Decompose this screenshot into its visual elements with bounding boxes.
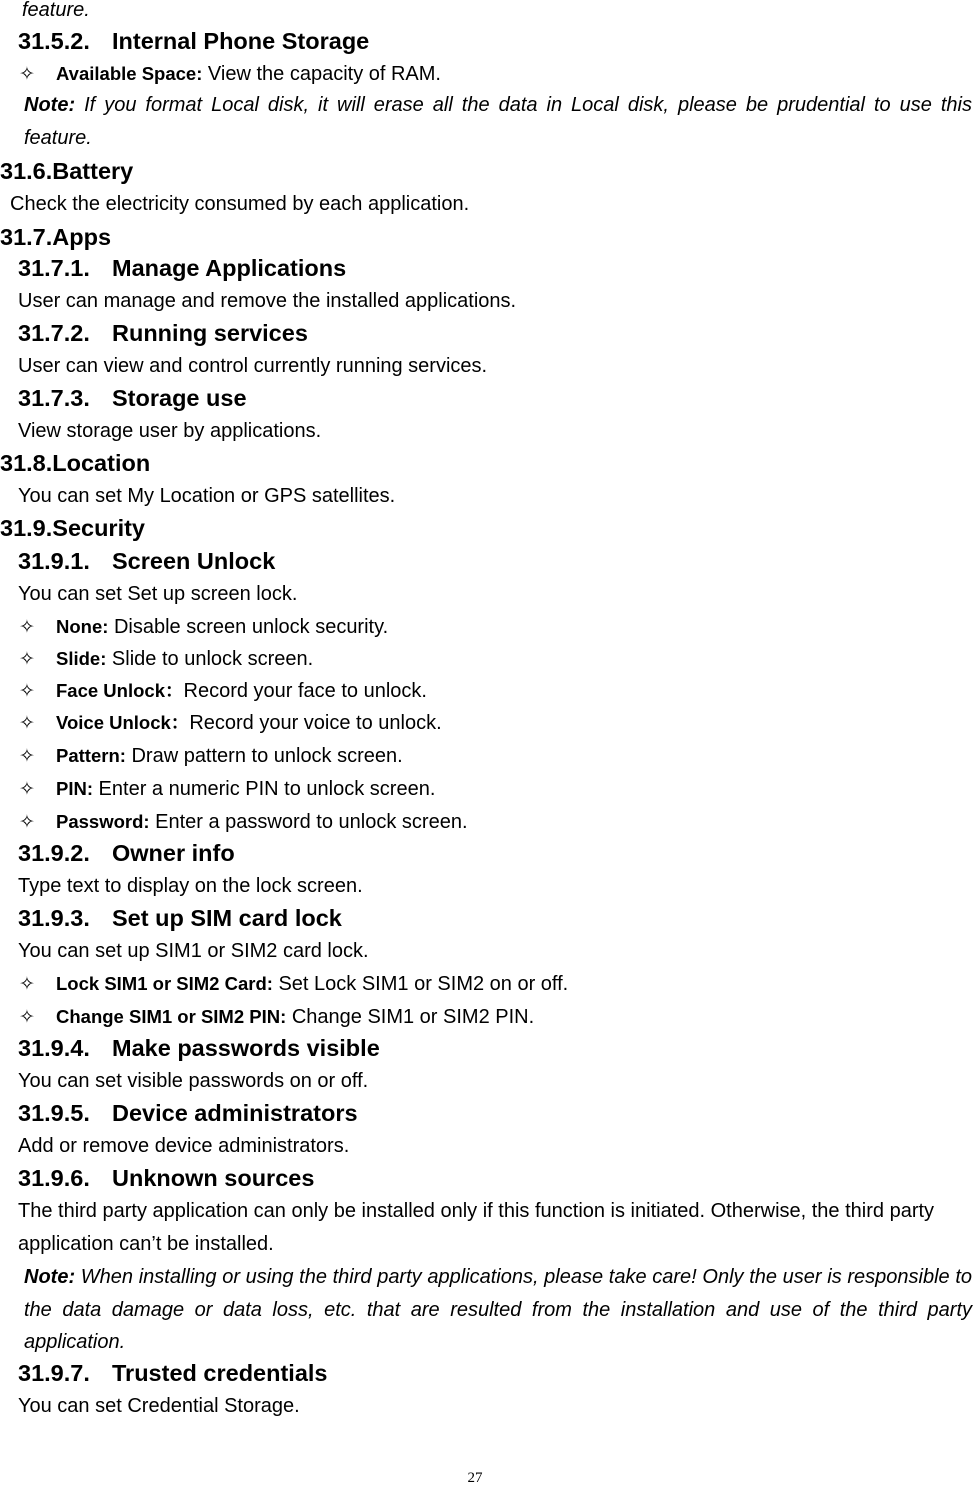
heading-number: 31.9.4.	[18, 1035, 90, 1061]
bullet-label: Available Space:	[56, 63, 203, 84]
heading-number: 31.9.2.	[18, 840, 90, 866]
heading-title: Set up SIM card lock	[112, 905, 342, 931]
location-text: You can set My Location or GPS satellites.	[18, 485, 396, 507]
note-text: If you format Local disk, it will erase all the data in Local disk, please be prudential to use this feature.	[24, 94, 972, 149]
heading-title: Manage Applications	[112, 255, 347, 281]
owner-info-text: Type text to display on the lock screen.	[18, 875, 363, 897]
bullet-pin	[18, 777, 435, 802]
heading-number: 31.9.5.	[18, 1100, 90, 1126]
diamond-bullet-icon: ✧	[19, 812, 35, 833]
passwords-visible-text: You can set visible passwords on or off.	[18, 1070, 369, 1092]
heading-31-5-2	[18, 29, 369, 53]
note-format-disk	[24, 89, 972, 154]
trusted-credentials-text: You can set Credential Storage.	[18, 1395, 300, 1417]
bullet-text: View the capacity of RAM.	[202, 63, 441, 85]
bullet-label: Change SIM1 or SIM2 PIN:	[56, 1006, 287, 1027]
note-third-party	[24, 1261, 972, 1359]
bullet-label: Password:	[56, 811, 150, 832]
heading-31-7-1	[18, 256, 346, 280]
heading-number: 31.5.2.	[18, 28, 90, 54]
bullet-none	[18, 615, 388, 640]
manage-applications-text: User can manage and remove the installed applications.	[18, 290, 517, 312]
bullet-label: PIN:	[56, 778, 93, 799]
heading-31-9-6	[18, 1166, 314, 1190]
diamond-bullet-icon: ✧	[19, 974, 35, 995]
bullet-text: Draw pattern to unlock screen.	[125, 745, 403, 767]
sim-lock-text: You can set up SIM1 or SIM2 card lock.	[18, 940, 369, 962]
storage-use-text: View storage user by applications.	[18, 420, 322, 442]
screen-unlock-text: You can set Set up screen lock.	[18, 583, 298, 605]
bullet-change-sim-pin	[18, 1005, 534, 1030]
heading-title: Make passwords visible	[112, 1035, 380, 1061]
bullet-label: Face Unlock：	[56, 680, 184, 701]
heading-title: Storage use	[112, 385, 247, 411]
heading-31-7: 31.7.Apps	[0, 224, 112, 250]
heading-31-9-5	[18, 1101, 358, 1125]
bullet-label: Slide:	[56, 648, 107, 669]
heading-number: 31.9.6.	[18, 1165, 90, 1191]
battery-text: Check the electricity consumed by each application.	[10, 193, 470, 215]
bullet-available-space	[18, 62, 441, 87]
heading-title: Internal Phone Storage	[112, 28, 370, 54]
bullet-label: Pattern:	[56, 745, 126, 766]
heading-31-8: 31.8.Location	[0, 450, 151, 476]
heading-number: 31.9.7.	[18, 1360, 90, 1386]
diamond-bullet-icon: ✧	[19, 64, 35, 85]
heading-31-9-2	[18, 841, 235, 865]
heading-number: 31.9.3.	[18, 905, 90, 931]
heading-title: Unknown sources	[112, 1165, 315, 1191]
unknown-sources-text: The third party application can only be installed only if this function is initiated. Otherwise, the third party application can’t be installed.	[18, 1200, 935, 1255]
diamond-bullet-icon: ✧	[19, 681, 35, 702]
bullet-text: Enter a password to unlock screen.	[149, 811, 468, 833]
bullet-text: Record your voice to unlock.	[189, 712, 442, 734]
heading-title: Trusted credentials	[112, 1360, 328, 1386]
heading-31-7-2	[18, 321, 308, 345]
bullet-label: None:	[56, 616, 109, 637]
heading-number: 31.9.1.	[18, 548, 90, 574]
heading-31-9-7	[18, 1361, 328, 1385]
running-services-text: User can view and control currently running services.	[18, 355, 488, 377]
heading-31-9: 31.9.Security	[0, 515, 146, 541]
bullet-label: Lock SIM1 or SIM2 Card:	[56, 973, 273, 994]
heading-title: Screen Unlock	[112, 548, 276, 574]
bullet-text: Change SIM1 or SIM2 PIN.	[286, 1006, 535, 1028]
diamond-bullet-icon: ✧	[19, 649, 35, 670]
page-number: 27	[467, 1470, 483, 1486]
diamond-bullet-icon: ✧	[19, 1007, 35, 1028]
heading-31-9-1	[18, 549, 275, 573]
bullet-lock-sim	[18, 972, 568, 997]
diamond-bullet-icon: ✧	[19, 713, 35, 734]
bullet-text: Set Lock SIM1 or SIM2 on or off.	[272, 973, 569, 995]
heading-31-7-3	[18, 386, 247, 410]
bullet-voice-unlock	[18, 711, 442, 736]
heading-title: Running services	[112, 320, 308, 346]
bullet-slide	[18, 647, 313, 672]
heading-title: Device administrators	[112, 1100, 358, 1126]
diamond-bullet-icon: ✧	[19, 779, 35, 800]
bullet-text: Enter a numeric PIN to unlock screen.	[93, 778, 436, 800]
diamond-bullet-icon: ✧	[19, 617, 35, 638]
top-fragment: feature.	[22, 0, 90, 21]
note-label: Note:	[24, 94, 76, 116]
bullet-pattern	[18, 744, 403, 769]
diamond-bullet-icon: ✧	[19, 746, 35, 767]
note-text: When installing or using the third party applications, please take care! Only the user is responsible to the data damage or data loss, etc. that are resulted from the installation and use of the third party application.	[24, 1266, 972, 1353]
note-label: Note:	[24, 1266, 76, 1288]
bullet-text: Slide to unlock screen.	[106, 648, 314, 670]
heading-number: 31.7.3.	[18, 385, 90, 411]
heading-title: Owner info	[112, 840, 235, 866]
bullet-face-unlock	[18, 679, 427, 704]
heading-number: 31.7.1.	[18, 255, 90, 281]
device-admin-text: Add or remove device administrators.	[18, 1135, 350, 1157]
heading-31-9-3	[18, 906, 342, 930]
bullet-password	[18, 810, 468, 835]
heading-number: 31.7.2.	[18, 320, 90, 346]
heading-31-6: 31.6.Battery	[0, 158, 134, 184]
heading-31-9-4	[18, 1036, 380, 1060]
bullet-text: Disable screen unlock security.	[108, 616, 389, 638]
bullet-label: Voice Unlock：	[56, 712, 190, 733]
bullet-text: Record your face to unlock.	[183, 680, 427, 702]
